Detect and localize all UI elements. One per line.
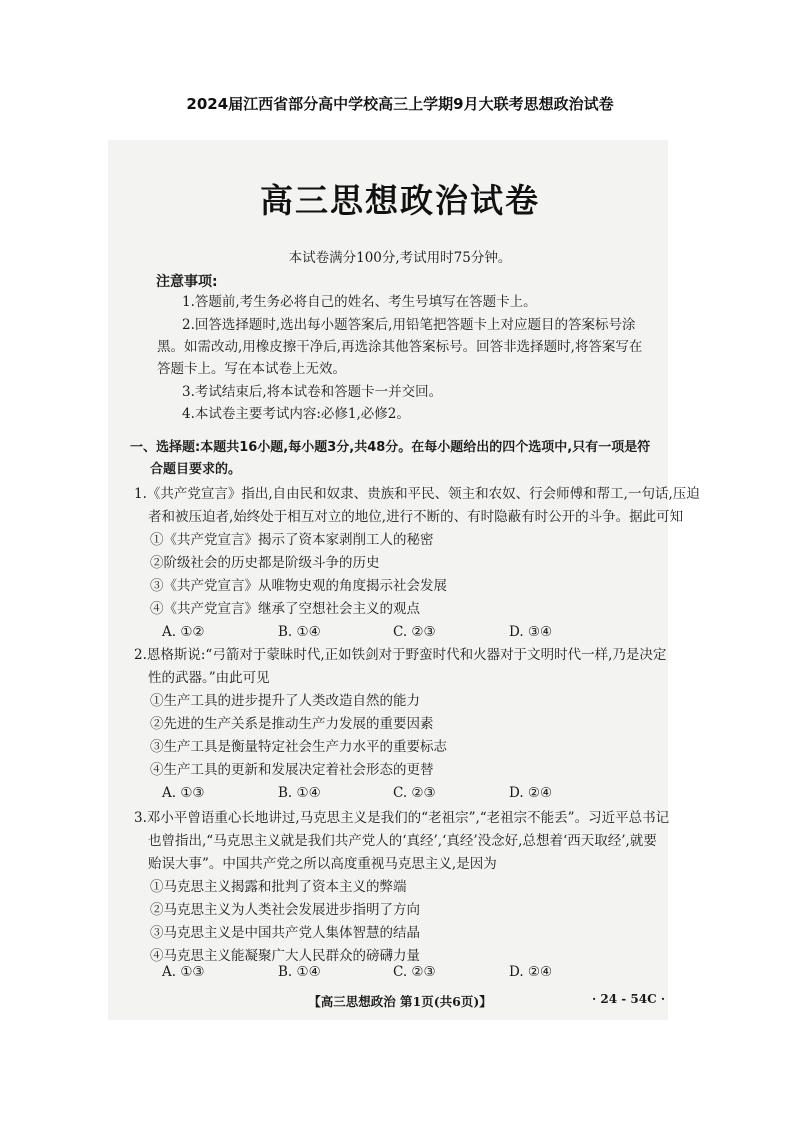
choice-d: D. ②④ [509,785,553,801]
question-item: ①马克思主义揭露和批判了资本主义的弊端 [150,879,407,895]
question-item: ②马克思主义为人类社会发展进步指明了方向 [150,902,420,918]
exam-info: 本试卷满分100分,考试用时75分钟。 [288,250,512,266]
section-heading: 一、选择题:本题共16小题,每小题3分,共48分。在每小题给出的四个选项中,只有一项是符 [130,440,651,455]
question-item: ③《共产党宣言》从唯物史观的角度揭示社会发展 [150,578,447,594]
question-stem: 1.《共产党宣言》指出,自由民和奴隶、贵族和平民、领主和农奴、行会师傅和帮工,一句话,压迫 [134,486,700,502]
choice-c: C. ②③ [393,785,436,801]
question-stem: 也曾指出,“马克思主义就是我们共产党人的‘真经’,‘真经’没念好,总想着‘西天取经’,就要 [148,833,657,849]
choice-c: C. ②③ [393,624,436,640]
choice-a: A. ①② [162,624,205,640]
notice-heading: 注意事项: [156,274,218,290]
section-heading-cont: 合题目要求的。 [150,462,242,477]
question-stem: 贻误大事”。中国共产党之所以高度重视马克思主义,是因为 [148,856,497,872]
notice-line: 4.本试卷主要考试内容:必修1,必修2。 [182,406,410,422]
page-footer: 【高三思想政治 第1页(共6页)】 [308,994,492,1009]
choice-a: A. ①③ [162,964,205,980]
question-item: ②阶级社会的历史都是阶级斗争的历史 [150,555,380,571]
notice-line: 黑。如需改动,用橡皮擦干净后,再选涂其他答案标号。回答非选择题时,将答案写在 [157,339,643,355]
question-item: ①生产工具的进步提升了人类改造自然的能力 [150,693,420,709]
question-stem: 3.邓小平曾语重心长地讲过,马克思主义是我们的“老祖宗”,“老祖宗不能丢”。习近平总书记 [134,810,670,826]
choice-b: B. ①④ [278,624,321,640]
choice-c: C. ②③ [393,964,436,980]
exam-title: 高三思想政治试卷 [260,181,540,220]
choice-a: A. ①③ [162,785,205,801]
notice-line: 1.答题前,考生务必将自己的姓名、考生号填写在答题卡上。 [182,294,537,310]
question-item: ④生产工具的更新和发展决定着社会形态的更替 [150,762,434,778]
question-item: ④马克思主义能凝聚广大人民群众的磅礴力量 [150,948,420,964]
question-stem: 2.恩格斯说:“弓箭对于蒙昧时代,正如铁剑对于野蛮时代和火器对于文明时代一样,乃是决定 [134,647,667,663]
choice-d: D. ③④ [509,624,553,640]
question-item: ④《共产党宣言》继承了空想社会主义的观点 [150,601,420,617]
question-stem: 者和被压迫者,始终处于相互对立的地位,进行不断的、有时隐蔽有时公开的斗争。据此可知 [148,509,684,525]
choice-b: B. ①④ [278,785,321,801]
notice-line: 答题卡上。写在本试卷上无效。 [157,361,346,377]
notice-line: 2.回答选择题时,选出每小题答案后,用铅笔把答题卡上对应题目的答案标号涂 [182,317,636,333]
question-item: ②先进的生产关系是推动生产力发展的重要因素 [150,716,434,732]
choice-b: B. ①④ [278,964,321,980]
document-heading: 2024届江西省部分高中学校高三上学期9月大联考思想政治试卷 [186,95,614,113]
notice-line: 3.考试结束后,将本试卷和答题卡一并交回。 [182,384,443,400]
question-item: ①《共产党宣言》揭示了资本家剥削工人的秘密 [150,532,434,548]
question-item: ③马克思主义是中国共产党人集体智慧的结晶 [150,925,420,941]
question-stem: 性的武器。”由此可见 [148,670,270,686]
question-item: ③生产工具是衡量特定社会生产力水平的重要标志 [150,739,447,755]
paper-code: · 24 - 54C · [592,992,665,1006]
choice-d: D. ②④ [509,964,553,980]
